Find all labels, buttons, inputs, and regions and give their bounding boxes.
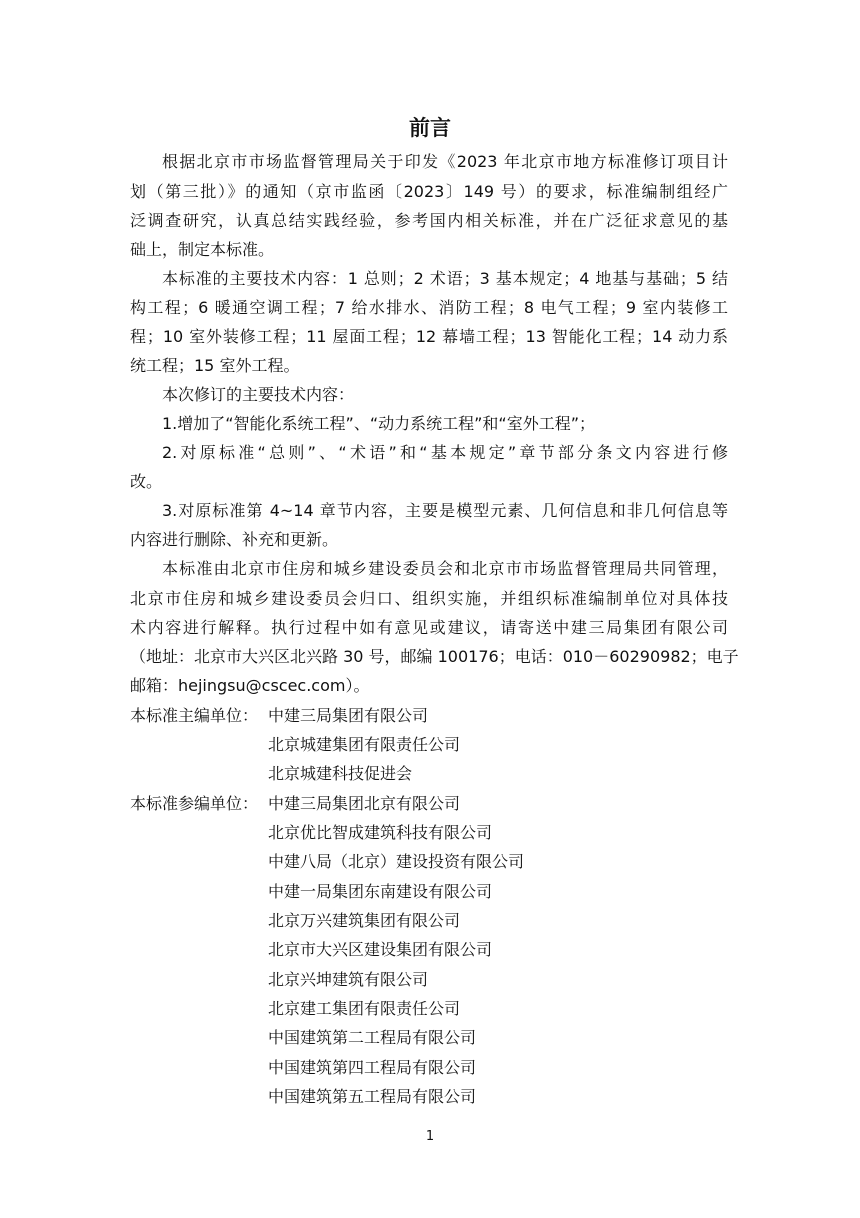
chief-unit-item: 北京城建科技促进会: [268, 764, 413, 783]
participating-unit-item: 中国建筑第五工程局有限公司: [268, 1087, 477, 1106]
revision-item-2-line-2: 改。: [130, 472, 163, 491]
management-line-4: （地址：北京市大兴区北兴路 30 号，邮编 100176；电话：010－60290982；电子: [130, 647, 739, 666]
participating-unit-item: 北京兴坤建筑有限公司: [268, 970, 429, 989]
management-line-2: 北京市住房和城乡建设委员会归口、组织实施，并组织标准编制单位对具体技: [130, 589, 728, 608]
participating-unit-item: 北京万兴建筑集团有限公司: [268, 911, 461, 930]
paragraph-3-line-1: 本次修订的主要技术内容：: [162, 385, 355, 404]
paragraph-1-line-2: 划（第三批）》的通知（京市监函〔2023〕149 号）的要求，标准编制组经广: [130, 182, 728, 201]
revision-item-1: 1.增加了“智能化系统工程”、“动力系统工程”和“室外工程”；: [162, 414, 596, 433]
page-number: 1: [425, 1129, 435, 1144]
participating-unit-item: 中建一局集团东南建设有限公司: [268, 882, 493, 901]
participating-unit-item: 中国建筑第四工程局有限公司: [268, 1058, 477, 1077]
participating-unit-item: 北京市大兴区建设集团有限公司: [268, 940, 493, 959]
management-line-5: 邮箱：hejingsu@cscec.com）。: [130, 676, 370, 695]
management-line-3: 术内容进行解释。执行过程中如有意见或建议，请寄送中建三局集团有限公司: [130, 618, 728, 637]
paragraph-2-line-2: 构工程；6 暖通空调工程；7 给水排水、消防工程；8 电气工程；9 室内装修工: [130, 298, 728, 317]
chief-unit-item: 北京城建集团有限责任公司: [268, 735, 461, 754]
chief-unit-item: 中建三局集团有限公司: [268, 706, 429, 725]
revision-item-2-line-1: 2.对原标准“总则”、“术语”和“基本规定”章节部分条文内容进行修: [162, 443, 728, 462]
paragraph-1-line-1: 根据北京市市场监督管理局关于印发《2023 年北京市地方标准修订项目计: [162, 152, 728, 171]
participating-unit-item: 中建三局集团北京有限公司: [268, 794, 461, 813]
page-title: 前言: [409, 116, 451, 140]
participating-unit-item: 中国建筑第二工程局有限公司: [268, 1028, 477, 1047]
revision-item-3-line-2: 内容进行删除、补充和更新。: [130, 530, 339, 549]
participating-units-label: 本标准参编单位：: [130, 794, 259, 813]
paragraph-2-line-1: 本标准的主要技术内容：1 总则；2 术语；3 基本规定；4 地基与基础；5 结: [162, 269, 728, 288]
paragraph-1-line-4: 础上，制定本标准。: [130, 240, 275, 259]
paragraph-1-line-3: 泛调查研究，认真总结实践经验，参考国内相关标准，并在广泛征求意见的基: [130, 211, 728, 230]
management-line-1: 本标准由北京市住房和城乡建设委员会和北京市市场监督管理局共同管理，: [162, 559, 728, 578]
participating-unit-item: 北京优比智成建筑科技有限公司: [268, 823, 493, 842]
paragraph-2-line-3: 程；10 室外装修工程；11 屋面工程；12 幕墙工程；13 智能化工程；14 动力系: [130, 327, 728, 346]
participating-unit-item: 北京建工集团有限责任公司: [268, 999, 461, 1018]
participating-unit-item: 中建八局（北京）建设投资有限公司: [268, 852, 525, 871]
revision-item-3-line-1: 3.对原标准第 4~14 章节内容，主要是模型元素、几何信息和非几何信息等: [162, 501, 728, 520]
chief-units-label: 本标准主编单位：: [130, 706, 259, 725]
paragraph-2-line-4: 统工程；15 室外工程。: [130, 356, 300, 375]
